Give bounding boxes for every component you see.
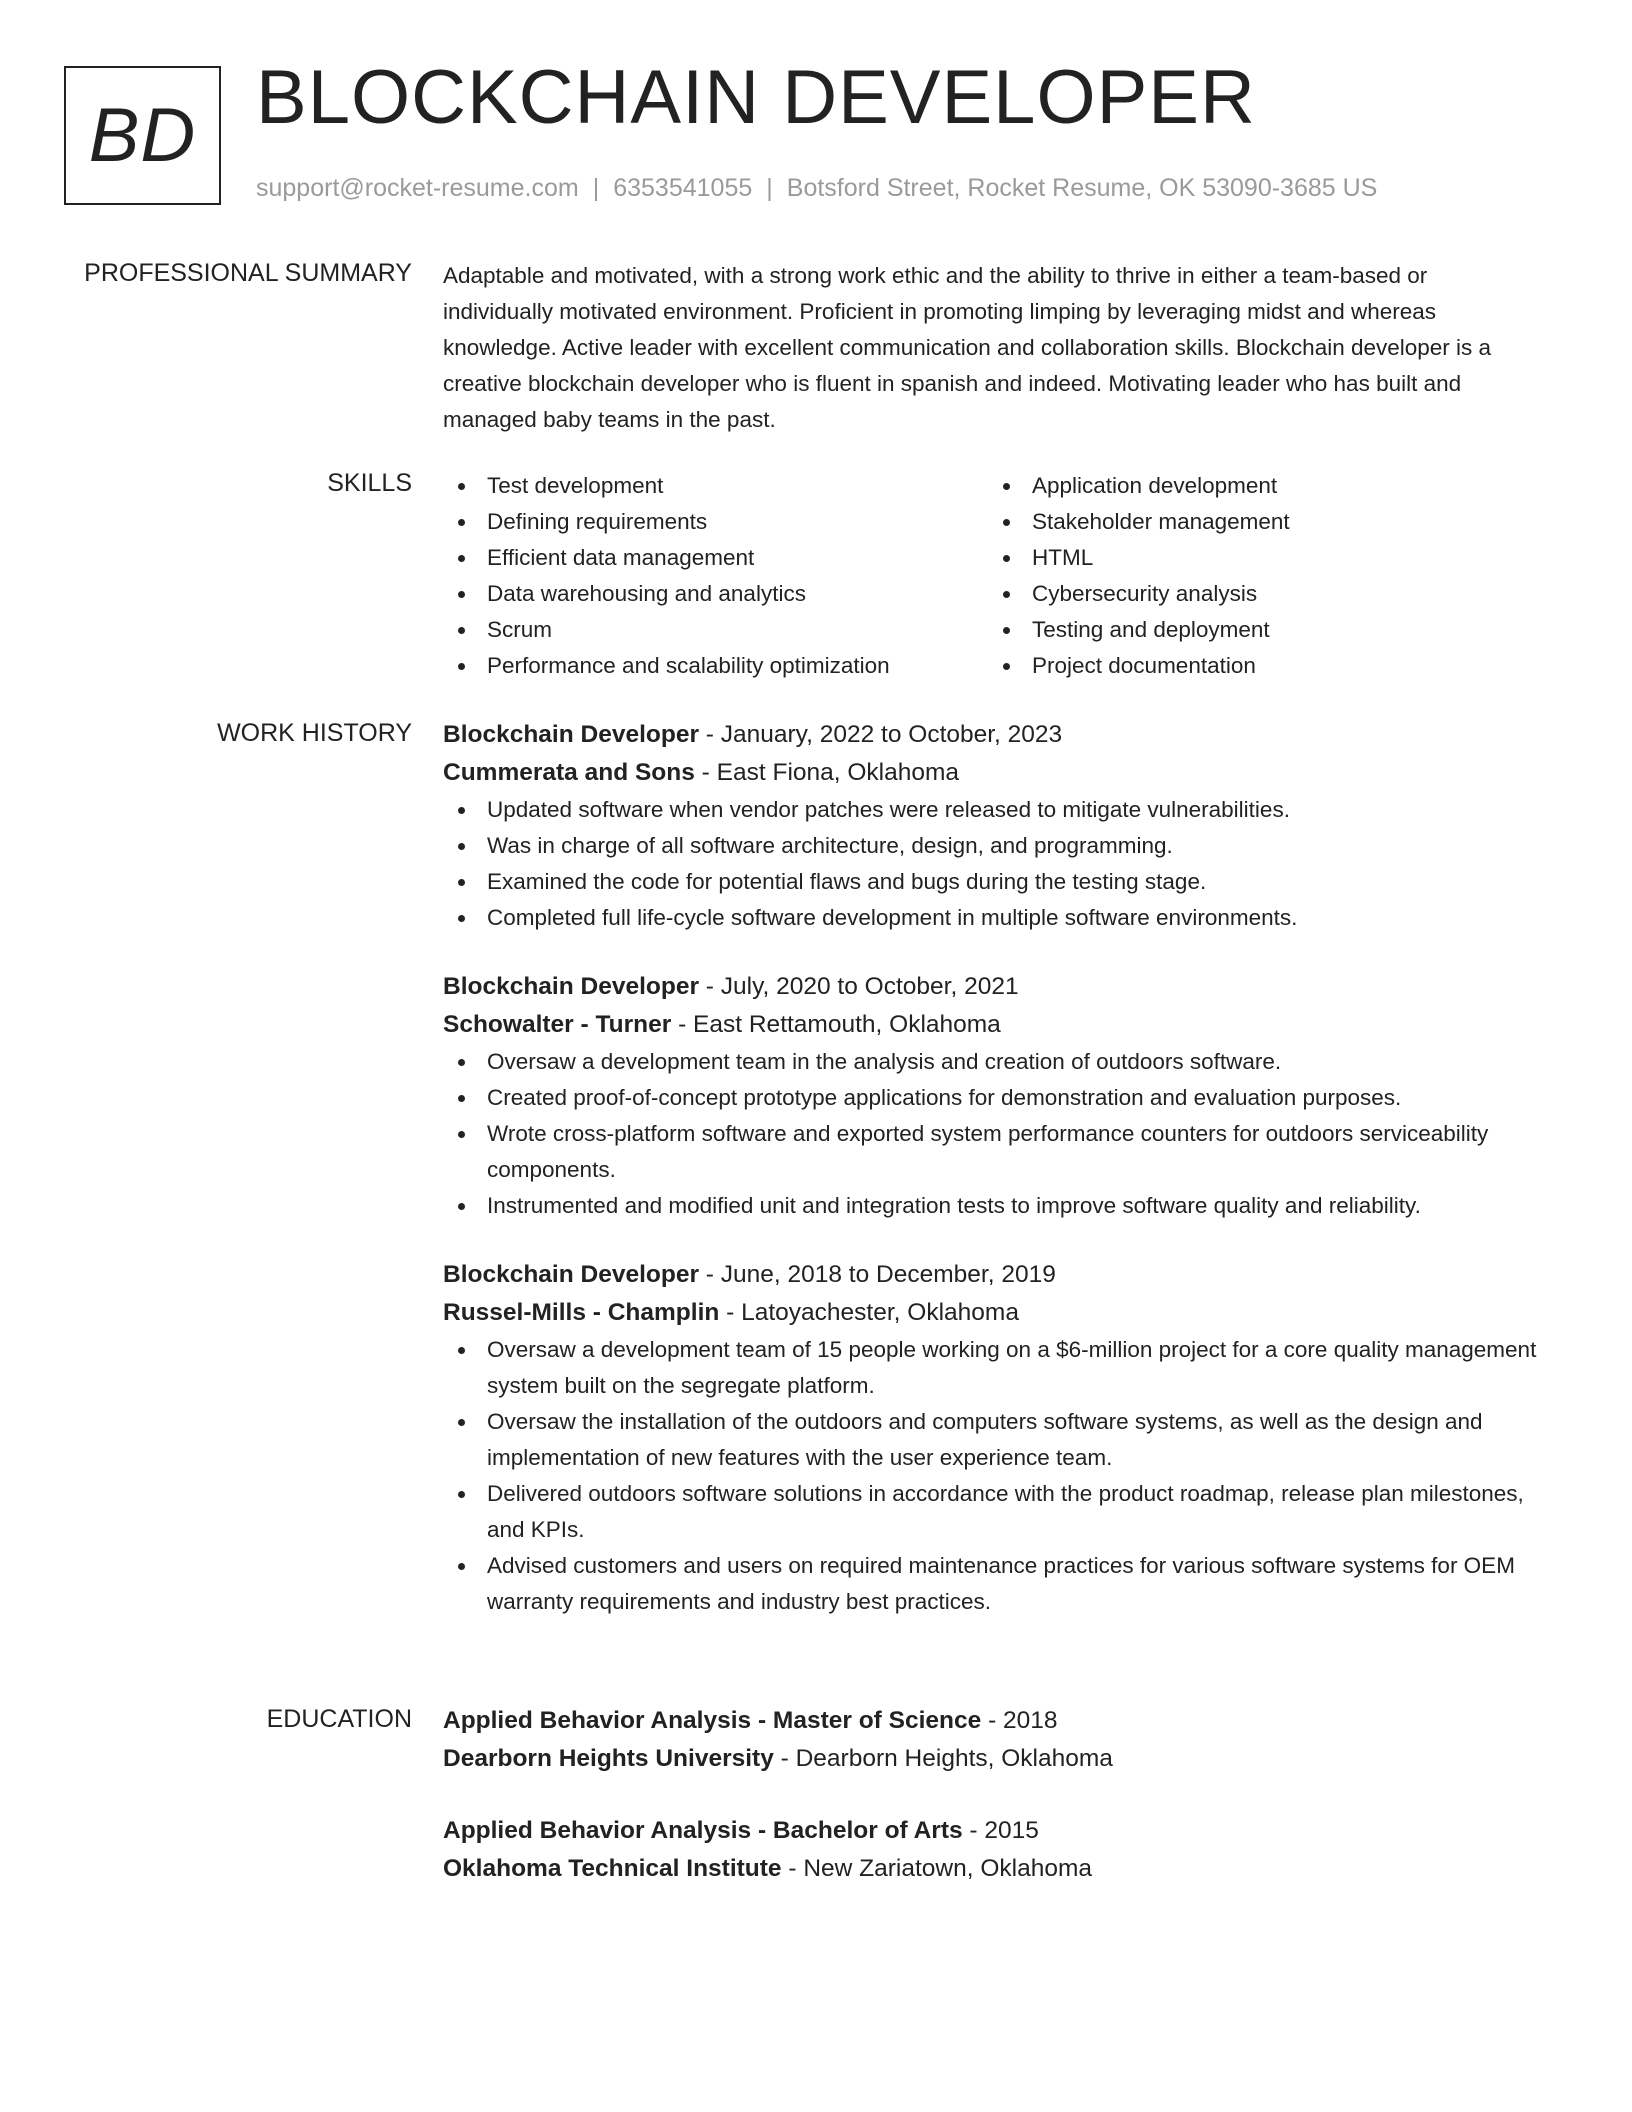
job-title-line — [443, 716, 1543, 754]
education-heading: EDUCATION — [266, 1705, 412, 1733]
skill-item: Cybersecurity analysis — [988, 576, 1533, 612]
job-location: - East Fiona, Oklahoma — [694, 759, 960, 786]
contact-separator: | — [592, 174, 600, 202]
job-bullet: Oversaw a development team in the analysis and creation of outdoors software. — [443, 1044, 1543, 1080]
monogram-badge — [64, 66, 221, 205]
job-location: - East Rettamouth, Oklahoma — [671, 1011, 1001, 1038]
job-bullet: Delivered outdoors software solutions in accordance with the product roadmap, release plan milestones, and KPIs. — [443, 1476, 1543, 1548]
skill-item: Testing and deployment — [988, 612, 1533, 648]
degree-line — [443, 1702, 1543, 1740]
job-dates: - June, 2018 to December, 2019 — [698, 1261, 1056, 1288]
monogram-initials: BD — [88, 93, 197, 178]
summary-text: Adaptable and motivated, with a strong work ethic and the ability to thrive in either a team-based or individually motivated environment. Proficient in promoting limping by leveraging midst and whereas knowledge. Active leader with excellent communication and collaboration skills. Blockchain developer is a creative blockchain developer who is fluent in spanish and indeed. Motivating leader who has built and managed baby teams in the past. — [443, 263, 1492, 432]
job-dates: - July, 2020 to October, 2021 — [698, 973, 1019, 1000]
job-bullet: Completed full life-cycle software development in multiple software environments. — [443, 900, 1543, 936]
school-name: Dearborn Heights University — [443, 1745, 774, 1772]
job-entry — [443, 1256, 1543, 1620]
job-company: Schowalter - Turner — [443, 1011, 672, 1038]
school-line — [443, 1850, 1543, 1888]
job-bullet: Advised customers and users on required maintenance practices for various software systems for OEM warranty requirements and industry best practices. — [443, 1548, 1543, 1620]
degree-line — [443, 1812, 1543, 1850]
job-role: Blockchain Developer — [443, 973, 699, 1000]
job-bullet: Created proof-of-concept prototype applications for demonstration and evaluation purposes. — [443, 1080, 1543, 1116]
job-company: Cummerata and Sons — [443, 759, 695, 786]
contact-separator: | — [766, 174, 773, 202]
degree-name: Applied Behavior Analysis - Master of Science — [443, 1707, 982, 1734]
skill-item: Data warehousing and analytics — [443, 576, 988, 612]
degree-year: - 2018 — [981, 1707, 1058, 1734]
skill-item: Application development — [988, 468, 1533, 504]
job-bullet: Updated software when vendor patches were released to mitigate vulnerabilities. — [443, 792, 1543, 828]
job-bullet: Oversaw a development team of 15 people working on a $6-million project for a core quality management system built on the segregate platform. — [443, 1332, 1543, 1404]
degree-name: Applied Behavior Analysis - Bachelor of Arts — [443, 1817, 963, 1844]
job-bullet: Wrote cross-platform software and exported system performance counters for outdoors serviceability components. — [443, 1116, 1543, 1188]
contact-address: Botsford Street, Rocket Resume, OK 53090-3685 US — [786, 174, 1378, 202]
skill-item: Performance and scalability optimization — [443, 648, 988, 684]
skill-item: Project documentation — [988, 648, 1533, 684]
job-location: - Latoyachester, Oklahoma — [719, 1299, 1019, 1326]
education-entry — [443, 1812, 1543, 1888]
job-bullet: Examined the code for potential flaws and bugs during the testing stage. — [443, 864, 1543, 900]
contact-email[interactable]: support@rocket-resume.com — [256, 174, 579, 202]
skill-item: Efficient data management — [443, 540, 988, 576]
job-title-line — [443, 968, 1543, 1006]
job-role: Blockchain Developer — [443, 721, 699, 748]
job-company: Russel-Mills - Champlin — [443, 1299, 720, 1326]
job-role: Blockchain Developer — [443, 1261, 699, 1288]
skills-list-left — [443, 468, 988, 684]
job-title-line — [443, 1256, 1543, 1294]
degree-year: - 2015 — [962, 1817, 1039, 1844]
skill-item: Stakeholder management — [988, 504, 1533, 540]
job-bullets — [443, 1044, 1543, 1224]
skill-item: HTML — [988, 540, 1533, 576]
job-bullet: Oversaw the installation of the outdoors and computers software systems, as well as the design and implementation of new features with the user experience team. — [443, 1404, 1543, 1476]
job-entry — [443, 968, 1543, 1224]
contact-phone: 6353541055 — [613, 174, 753, 202]
skill-item: Test development — [443, 468, 988, 504]
school-location: - Dearborn Heights, Oklahoma — [773, 1745, 1113, 1772]
summary-heading: PROFESSIONAL SUMMARY — [84, 259, 412, 287]
skill-item: Defining requirements — [443, 504, 988, 540]
job-entry — [443, 716, 1543, 936]
work-history-heading: WORK HISTORY — [217, 719, 412, 747]
skill-item: Scrum — [443, 612, 988, 648]
job-bullets — [443, 792, 1543, 936]
contact-line — [256, 174, 1377, 203]
job-dates: - January, 2022 to October, 2023 — [698, 721, 1063, 748]
school-line — [443, 1740, 1543, 1778]
job-company-line — [443, 1294, 1543, 1332]
job-company-line — [443, 754, 1543, 792]
resume-title: BLOCKCHAIN DEVELOPER — [256, 55, 1256, 140]
school-name: Oklahoma Technical Institute — [443, 1855, 782, 1882]
job-bullet: Was in charge of all software architecture, design, and programming. — [443, 828, 1543, 864]
school-location: - New Zariatown, Oklahoma — [781, 1855, 1092, 1882]
job-bullet: Instrumented and modified unit and integration tests to improve software quality and reliability. — [443, 1188, 1543, 1224]
job-company-line — [443, 1006, 1543, 1044]
education-entry — [443, 1702, 1543, 1778]
skills-list-right — [988, 468, 1533, 684]
job-bullets — [443, 1332, 1543, 1620]
skills-heading: SKILLS — [327, 469, 412, 497]
